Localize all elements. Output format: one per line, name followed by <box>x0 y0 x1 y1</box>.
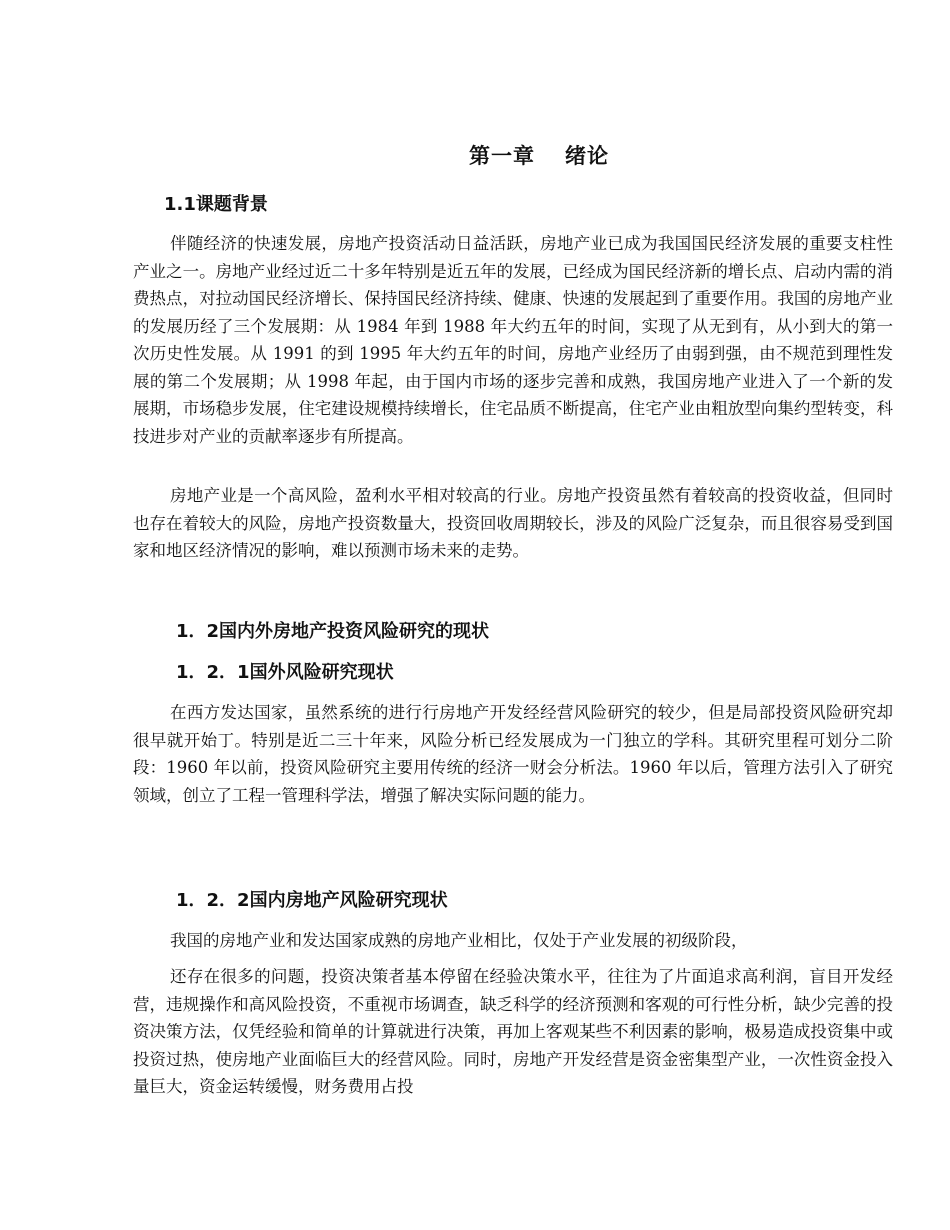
section-heading-1-1: 1.1课题背景 <box>164 194 268 215</box>
section-heading-1-2-2: 1．2．2国内房地产风险研究现状 <box>176 890 448 911</box>
paragraph-1-1-a: 伴随经济的快速发展，房地产投资活动日益活跃，房地产业已成为我国国民经济发展的重要支柱性产业之一。房地产业经过近二十多年特别是近五年的发展，已经成为国民经济新的增长点、启动内需的消费热点，对拉动国民经济增长、保持国民经济持续、健康、快速的发展起到了重要作用。我国的房地产业的发展历经了三个发展期：从 1984 年到 1988 年大约五年的时间，实现了从无到有，从小到大的第一次历史性发展。从 1991 的到 1995 年大约五年的时间，房地产业经历了由弱到强，由不规范到理性发展的第二个发展期；从 1998 年起，由于国内市场的逐步完善和成熟，我国房地产业进入了一个新的发展期，市场稳步发展，住宅建设规模持续增长，住宅品质不断提高，住宅产业由粗放型向集约型转变，科技进步对产业的贡献率逐步有所提高。 <box>133 234 893 446</box>
paragraph-1-2-2-b: 还存在很多的问题，投资决策者基本停留在经验决策水平，往往为了片面追求高利润，盲目开发经营，违规操作和高风险投资，不重视市场调查，缺乏科学的经济预测和客观的可行性分析，缺少完善的投资决策方法，仅凭经验和简单的计算就进行决策，再加上客观某些不利因素的影响，极易造成投资集中或投资过热，使房地产业面临巨大的经营风险。同时，房地产开发经营是资金密集型产业，一次性资金投入量巨大，资金运转缓慢，财务费用占投 <box>133 967 893 1096</box>
paragraph-1-2-1: 在西方发达国家，虽然系统的进行行房地产开发经经营风险研究的较少，但是局部投资风险研究却很早就开始丁。特别是近二三十年来，风险分析已经发展成为一门独立的学科。其研究里程可划分二阶段：1960 年以前，投资风险研究主要用传统的经济一财会分析法。1960 年以后，管理方法引入了研究领域，创立了工程一管理科学法，增强了解决实际问题的能力。 <box>133 703 893 805</box>
paragraph-1-2-2-a: 我国的房地产业和发达国家成熟的房地产业相比，仅处于产业发展的初级阶段， <box>170 931 748 950</box>
chapter-title <box>0 140 950 170</box>
chapter-number: 第一章 <box>469 144 535 168</box>
section-heading-1-2-1: 1．2．1国外风险研究现状 <box>176 662 394 683</box>
chapter-name: 绪论 <box>565 144 609 168</box>
section-heading-1-2: 1．2国内外房地产投资风险研究的现状 <box>176 621 490 642</box>
paragraph-1-1-b: 房地产业是一个高风险，盈利水平相对较高的行业。房地产投资虽然有着较高的投资收益，但同时也存在着较大的风险，房地产投资数量大，投资回收周期较长，涉及的风险广泛复杂，而且很容易受到国家和地区经济情况的影响，难以预测市场未来的走势。 <box>133 486 893 560</box>
